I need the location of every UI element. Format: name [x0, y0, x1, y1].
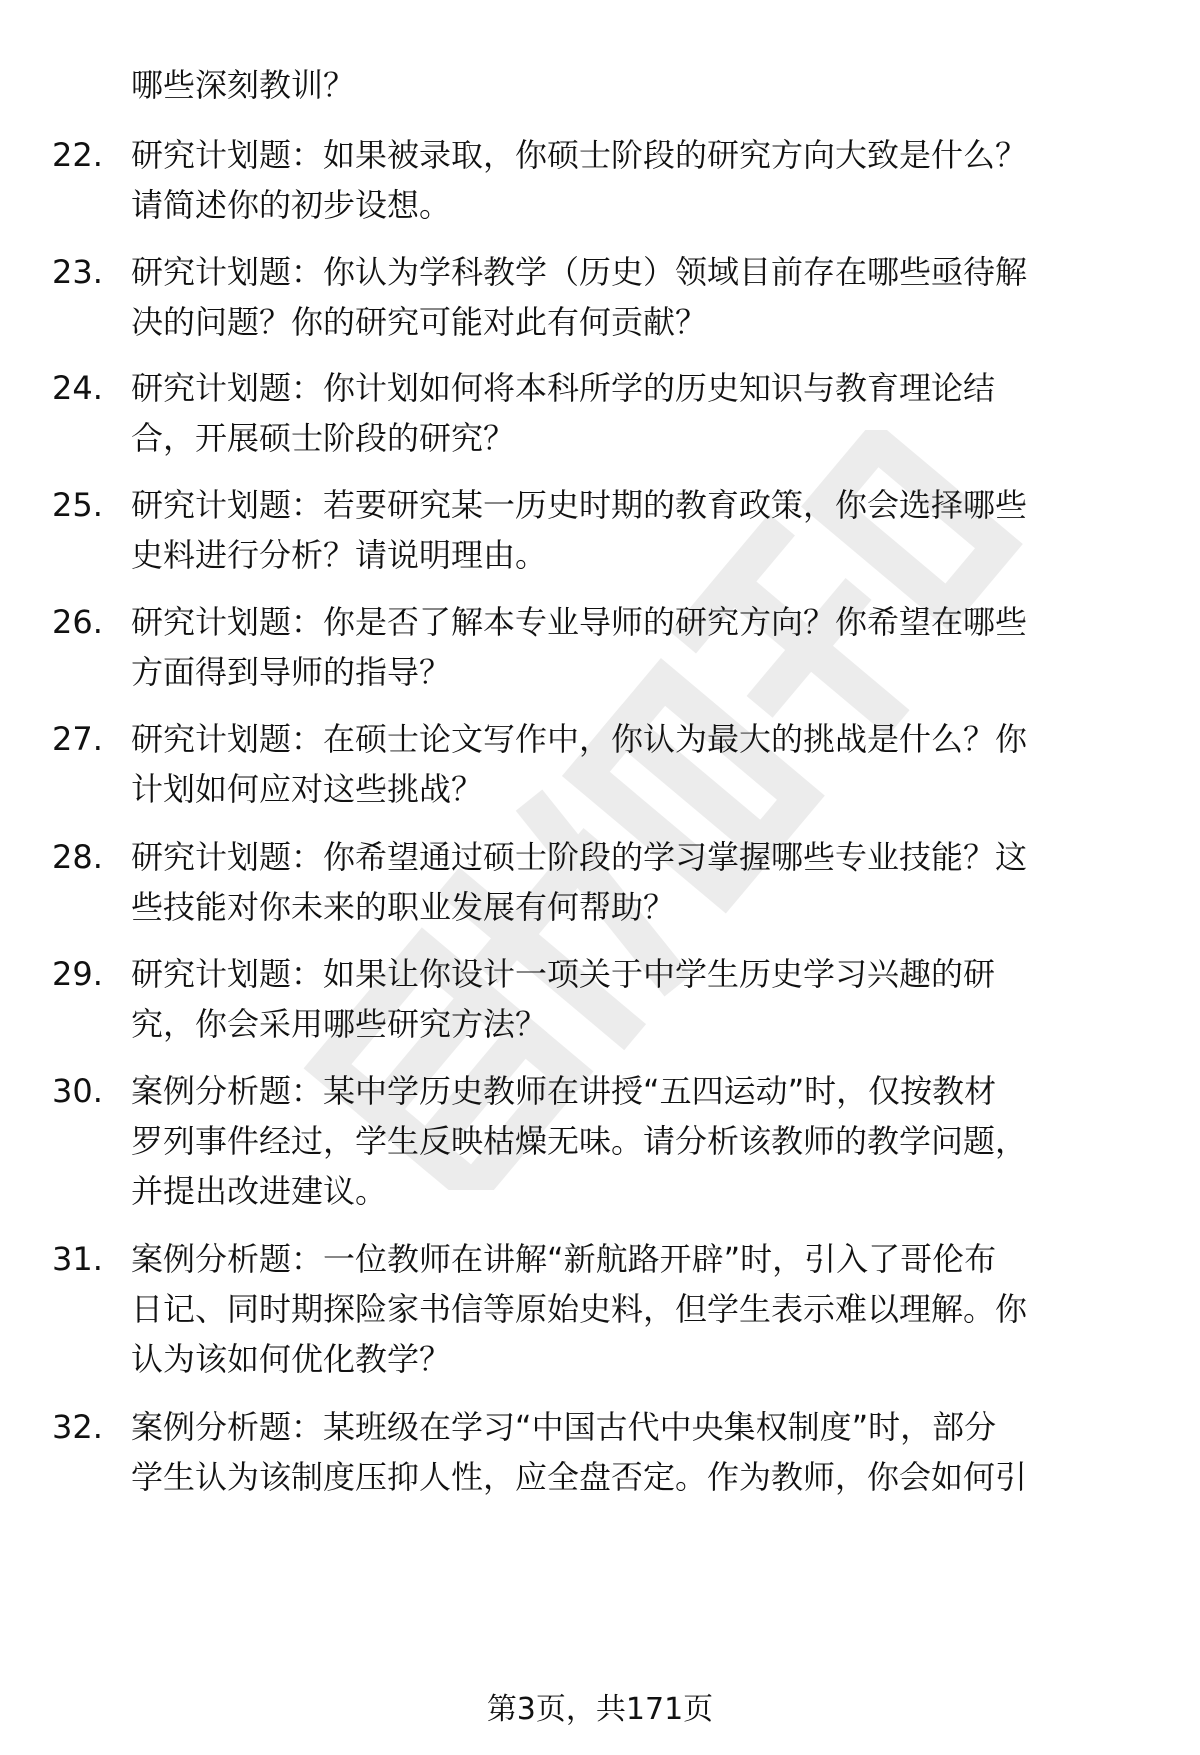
question-line: 请简述你的初步设想。	[131, 186, 452, 224]
question-line: 学生认为该制度压抑人性，应全盘否定。作为教师，你会如何引	[131, 1458, 1028, 1496]
question-number: 30.	[52, 1072, 103, 1110]
question-line: 研究计划题：你希望通过硕士阶段的学习掌握哪些专业技能？这	[131, 838, 1028, 876]
question-text	[131, 130, 1131, 230]
question-number: 27.	[52, 720, 103, 758]
question-line: 决的问题？你的研究可能对此有何贡献？	[131, 303, 708, 341]
question-text	[131, 247, 1131, 347]
question-line: 计划如何应对这些挑战？	[131, 770, 484, 808]
question-line: 研究计划题：在硕士论文写作中，你认为最大的挑战是什么？你	[131, 720, 1028, 758]
question-text	[131, 714, 1131, 814]
question-line: 研究计划题：若要研究某一历史时期的教育政策，你会选择哪些	[131, 486, 1028, 524]
question-number: 22.	[52, 136, 103, 174]
question-line: 案例分析题：某班级在学习“中国古代中央集权制度”时，部分	[131, 1408, 997, 1446]
question-text	[131, 1402, 1131, 1502]
question-line: 研究计划题：如果被录取，你硕士阶段的研究方向大致是什么？	[131, 136, 1028, 174]
question-line: 罗列事件经过，学生反映枯燥无味。请分析该教师的教学问题，	[131, 1122, 1028, 1160]
question-line: 研究计划题：你计划如何将本科所学的历史知识与教育理论结	[131, 369, 996, 407]
question-line: 案例分析题：某中学历史教师在讲授“五四运动”时，仅按教材	[131, 1072, 997, 1110]
question-line: 并提出改进建议。	[131, 1172, 388, 1210]
question-text	[131, 480, 1131, 580]
question-text	[131, 363, 1131, 463]
question-number: 32.	[52, 1408, 103, 1446]
question-line: 史料进行分析？请说明理由。	[131, 536, 548, 574]
continuation-text: 哪些深刻教训？	[131, 66, 356, 104]
question-line: 认为该如何优化教学？	[131, 1340, 452, 1378]
question-line: 案例分析题：一位教师在讲解“新航路开辟”时，引入了哥伦布	[131, 1240, 997, 1278]
question-text	[131, 949, 1131, 1049]
question-number: 28.	[52, 838, 103, 876]
question-number: 24.	[52, 369, 103, 407]
question-number: 23.	[52, 253, 103, 291]
question-number: 29.	[52, 955, 103, 993]
question-line: 些技能对你未来的职业发展有何帮助？	[131, 888, 676, 926]
question-number: 25.	[52, 486, 103, 524]
question-line: 研究计划题：你认为学科教学（历史）领域目前存在哪些亟待解	[131, 253, 1028, 291]
question-text	[131, 1234, 1131, 1384]
question-text	[131, 597, 1131, 697]
question-line: 日记、同时期探险家书信等原始史料，但学生表示难以理解。你	[131, 1290, 1028, 1328]
question-number: 31.	[52, 1240, 103, 1278]
question-line: 研究计划题：如果让你设计一项关于中学生历史学习兴趣的研	[131, 955, 996, 993]
question-line: 合，开展硕士阶段的研究？	[131, 419, 516, 457]
page-footer: 第3页，共171页	[486, 1692, 714, 1727]
question-number: 26.	[52, 603, 103, 641]
question-line: 究，你会采用哪些研究方法？	[131, 1005, 548, 1043]
question-line: 研究计划题：你是否了解本专业导师的研究方向？你希望在哪些	[131, 603, 1028, 641]
question-text	[131, 832, 1131, 932]
question-text	[131, 1066, 1131, 1216]
question-line: 方面得到导师的指导？	[131, 653, 452, 691]
